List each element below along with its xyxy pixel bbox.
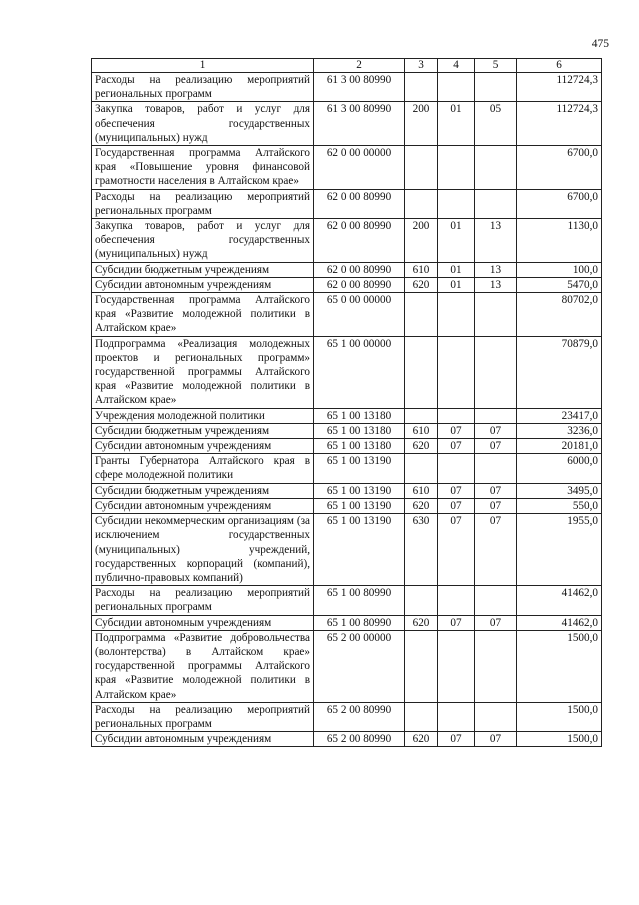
row-section: 01 <box>438 102 475 146</box>
row-name: Субсидии автономным учреждениям <box>92 439 314 454</box>
row-subsection: 07 <box>475 498 517 513</box>
row-name: Расходы на реализацию мероприятий региональных программ <box>92 586 314 615</box>
row-code: 61 3 00 80990 <box>314 73 405 102</box>
row-amount: 41462,0 <box>517 615 602 630</box>
row-subsection: 13 <box>475 262 517 277</box>
row-code: 61 3 00 80990 <box>314 102 405 146</box>
row-amount: 23417,0 <box>517 408 602 423</box>
table-row <box>92 408 602 423</box>
row-amount: 6000,0 <box>517 454 602 483</box>
row-code: 65 1 00 13180 <box>314 408 405 423</box>
table-row <box>92 586 602 615</box>
table-row <box>92 102 602 146</box>
row-amount: 1500,0 <box>517 702 602 731</box>
row-subsection <box>475 293 517 337</box>
row-code: 65 1 00 13180 <box>314 439 405 454</box>
table-row <box>92 514 602 586</box>
row-code: 62 0 00 00000 <box>314 146 405 190</box>
row-code: 65 1 00 13190 <box>314 498 405 513</box>
row-section <box>438 454 475 483</box>
row-name: Субсидии автономным учреждениям <box>92 498 314 513</box>
row-subsection: 07 <box>475 483 517 498</box>
row-name: Субсидии бюджетным учреждениям <box>92 483 314 498</box>
row-amount: 1955,0 <box>517 514 602 586</box>
row-amount: 70879,0 <box>517 336 602 408</box>
row-subsection <box>475 336 517 408</box>
table-row <box>92 336 602 408</box>
table-header-row <box>92 59 602 73</box>
row-amount: 100,0 <box>517 262 602 277</box>
table-row <box>92 732 602 747</box>
row-code: 62 0 00 80990 <box>314 277 405 292</box>
row-section <box>438 189 475 218</box>
row-name: Субсидии автономным учреждениям <box>92 615 314 630</box>
row-section: 01 <box>438 277 475 292</box>
row-subsection: 13 <box>475 219 517 263</box>
column-header: 5 <box>475 59 517 73</box>
row-name: Закупка товаров, работ и услуг для обеспечения государственных (муниципальных) нужд <box>92 102 314 146</box>
row-code: 65 1 00 13190 <box>314 483 405 498</box>
table-row <box>92 73 602 102</box>
row-section: 07 <box>438 439 475 454</box>
row-subsection: 07 <box>475 439 517 454</box>
row-section: 07 <box>438 514 475 586</box>
row-section <box>438 630 475 702</box>
table-row <box>92 262 602 277</box>
row-expense-type: 200 <box>405 102 438 146</box>
row-expense-type <box>405 146 438 190</box>
row-subsection: 07 <box>475 615 517 630</box>
row-amount: 20181,0 <box>517 439 602 454</box>
row-name: Подпрограмма «Реализация молодежных проектов и региональных программ» государственной программы Алтайского края «Развитие молодежной политики в Алтайском крае» <box>92 336 314 408</box>
budget-table <box>91 58 602 747</box>
row-name: Государственная программа Алтайского края «Развитие молодежной политики в Алтайском крае» <box>92 293 314 337</box>
table-row <box>92 293 602 337</box>
row-section: 01 <box>438 262 475 277</box>
table-row <box>92 454 602 483</box>
row-section <box>438 586 475 615</box>
row-subsection <box>475 630 517 702</box>
row-code: 65 2 00 80990 <box>314 702 405 731</box>
row-section: 07 <box>438 423 475 438</box>
row-name: Субсидии автономным учреждениям <box>92 732 314 747</box>
row-subsection <box>475 702 517 731</box>
column-header: 6 <box>517 59 602 73</box>
row-expense-type <box>405 702 438 731</box>
row-code: 65 2 00 80990 <box>314 732 405 747</box>
row-expense-type: 620 <box>405 732 438 747</box>
row-amount: 1500,0 <box>517 630 602 702</box>
row-expense-type <box>405 73 438 102</box>
row-section: 07 <box>438 498 475 513</box>
table-row <box>92 219 602 263</box>
row-name: Закупка товаров, работ и услуг для обеспечения государственных (муниципальных) нужд <box>92 219 314 263</box>
row-section <box>438 336 475 408</box>
table-row <box>92 702 602 731</box>
row-name: Субсидии автономным учреждениям <box>92 277 314 292</box>
row-name: Субсидии бюджетным учреждениям <box>92 262 314 277</box>
row-expense-type <box>405 586 438 615</box>
row-subsection: 07 <box>475 514 517 586</box>
row-subsection <box>475 408 517 423</box>
row-name: Расходы на реализацию мероприятий региональных программ <box>92 189 314 218</box>
row-name: Субсидии некоммерческим организациям (за исключением государственных (муниципальных) учреждений, государственных корпораций (компаний), публично-правовых компаний) <box>92 514 314 586</box>
column-header: 2 <box>314 59 405 73</box>
row-name: Подпрограмма «Развитие добровольчества (волонтерства) в Алтайском крае» государственной программы Алтайского края «Развитие молодежной политики в Алтайском крае» <box>92 630 314 702</box>
row-expense-type: 630 <box>405 514 438 586</box>
table-row <box>92 189 602 218</box>
table-row <box>92 423 602 438</box>
row-expense-type: 620 <box>405 439 438 454</box>
row-code: 65 1 00 00000 <box>314 336 405 408</box>
row-code: 65 1 00 80990 <box>314 586 405 615</box>
row-amount: 550,0 <box>517 498 602 513</box>
table-row <box>92 439 602 454</box>
row-expense-type <box>405 293 438 337</box>
page-number: 475 <box>591 38 609 50</box>
row-code: 62 0 00 80990 <box>314 189 405 218</box>
table-row <box>92 630 602 702</box>
row-amount: 3236,0 <box>517 423 602 438</box>
row-code: 65 0 00 00000 <box>314 293 405 337</box>
row-expense-type <box>405 408 438 423</box>
row-expense-type <box>405 189 438 218</box>
table-row <box>92 277 602 292</box>
row-name: Гранты Губернатора Алтайского края в сфере молодежной политики <box>92 454 314 483</box>
row-amount: 5470,0 <box>517 277 602 292</box>
column-header: 1 <box>92 59 314 73</box>
row-subsection <box>475 146 517 190</box>
row-section: 07 <box>438 615 475 630</box>
row-section <box>438 408 475 423</box>
row-amount: 41462,0 <box>517 586 602 615</box>
column-header: 4 <box>438 59 475 73</box>
table-body <box>92 73 602 747</box>
row-subsection: 07 <box>475 732 517 747</box>
row-code: 65 1 00 80990 <box>314 615 405 630</box>
row-expense-type: 610 <box>405 483 438 498</box>
row-name: Расходы на реализацию мероприятий региональных программ <box>92 73 314 102</box>
row-section: 01 <box>438 219 475 263</box>
row-section <box>438 146 475 190</box>
table-row <box>92 498 602 513</box>
row-amount: 1500,0 <box>517 732 602 747</box>
row-amount: 3495,0 <box>517 483 602 498</box>
row-code: 65 1 00 13190 <box>314 514 405 586</box>
table-row <box>92 146 602 190</box>
row-name: Государственная программа Алтайского края «Повышение уровня финансовой грамотности населения в Алтайском крае» <box>92 146 314 190</box>
row-subsection <box>475 73 517 102</box>
row-code: 65 1 00 13190 <box>314 454 405 483</box>
row-expense-type: 620 <box>405 277 438 292</box>
row-name: Расходы на реализацию мероприятий региональных программ <box>92 702 314 731</box>
row-expense-type <box>405 454 438 483</box>
row-code: 62 0 00 80990 <box>314 219 405 263</box>
row-section: 07 <box>438 483 475 498</box>
row-subsection <box>475 586 517 615</box>
row-code: 65 1 00 13180 <box>314 423 405 438</box>
row-amount: 6700,0 <box>517 146 602 190</box>
table-row <box>92 483 602 498</box>
row-expense-type <box>405 630 438 702</box>
column-header: 3 <box>405 59 438 73</box>
row-section <box>438 702 475 731</box>
row-name: Субсидии бюджетным учреждениям <box>92 423 314 438</box>
row-amount: 6700,0 <box>517 189 602 218</box>
row-amount: 112724,3 <box>517 102 602 146</box>
row-subsection <box>475 189 517 218</box>
row-expense-type: 620 <box>405 615 438 630</box>
row-expense-type: 610 <box>405 262 438 277</box>
row-subsection: 05 <box>475 102 517 146</box>
row-expense-type: 620 <box>405 498 438 513</box>
table-row <box>92 615 602 630</box>
row-code: 65 2 00 00000 <box>314 630 405 702</box>
row-section <box>438 293 475 337</box>
row-amount: 1130,0 <box>517 219 602 263</box>
row-subsection <box>475 454 517 483</box>
row-section <box>438 73 475 102</box>
row-code: 62 0 00 80990 <box>314 262 405 277</box>
row-expense-type: 610 <box>405 423 438 438</box>
row-subsection: 13 <box>475 277 517 292</box>
row-name: Учреждения молодежной политики <box>92 408 314 423</box>
row-amount: 112724,3 <box>517 73 602 102</box>
row-subsection: 07 <box>475 423 517 438</box>
row-expense-type <box>405 336 438 408</box>
row-expense-type: 200 <box>405 219 438 263</box>
row-amount: 80702,0 <box>517 293 602 337</box>
row-section: 07 <box>438 732 475 747</box>
